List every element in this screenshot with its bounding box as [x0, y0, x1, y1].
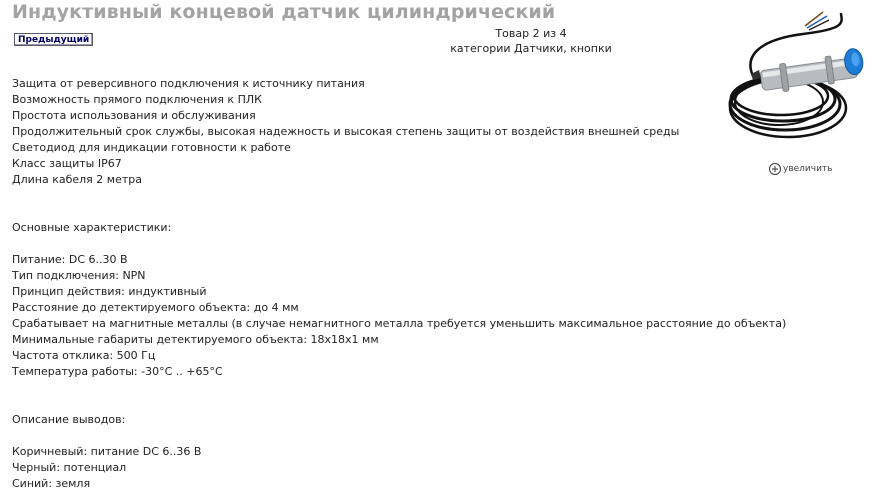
- feature-item: Светодиод для индикации готовности к работе: [12, 141, 291, 154]
- specs-list: [12, 252, 812, 380]
- spec-item: Принцип действия: индуктивный: [12, 285, 207, 298]
- zoom-in-icon: [768, 162, 782, 176]
- feature-item: Продолжительный срок службы, высокая надежность и высокая степень защиты от воздействия внешней среды: [12, 125, 680, 138]
- product-category: категории Датчики, кнопки: [450, 42, 612, 55]
- product-description: [12, 76, 812, 492]
- feature-item: Возможность прямого подключения к ПЛК: [12, 93, 262, 106]
- enlarge-link[interactable]: [768, 162, 832, 176]
- enlarge-label: увеличить: [783, 164, 833, 174]
- pin-item: Синий: земля: [12, 477, 91, 490]
- spec-item: Расстояние до детектируемого объекта: до 4 мм: [12, 301, 299, 314]
- spec-item: Температура работы: -30°C .. +65°C: [12, 365, 223, 378]
- feature-item: Длина кабеля 2 метра: [12, 173, 142, 186]
- spec-item: Частота отклика: 500 Гц: [12, 349, 156, 362]
- previous-button[interactable]: Предыдущий: [14, 33, 93, 46]
- feature-item: Простота использования и обслуживания: [12, 109, 256, 122]
- page-title: Индуктивный концевой датчик цилиндрический: [12, 1, 556, 23]
- product-image[interactable]: [723, 4, 873, 154]
- pin-item: Коричневый: питание DC 6..36 В: [12, 445, 202, 458]
- feature-item: Класс защиты IP67: [12, 157, 122, 170]
- spec-item: Срабатывает на магнитные металлы (в случае немагнитного металла требуется уменьшить максимальное расстояние до объекта): [12, 317, 787, 330]
- feature-item: Защита от реверсивного подключения к источнику питания: [12, 77, 365, 90]
- features-list: [12, 76, 812, 188]
- spec-item: Питание: DC 6..30 В: [12, 253, 128, 266]
- pin-item: Черный: потенциал: [12, 461, 127, 474]
- spec-item: Минимальные габариты детектируемого объекта: 18х18х1 мм: [12, 333, 379, 346]
- product-navigation: [420, 26, 642, 56]
- pins-list: [12, 444, 812, 492]
- spec-item: Тип подключения: NPN: [12, 269, 146, 282]
- pins-heading: Описание выводов:: [12, 413, 126, 426]
- specs-heading: Основные характеристики:: [12, 221, 172, 234]
- sensor-illustration: [723, 4, 873, 154]
- product-position: Товар 2 из 4: [495, 27, 567, 40]
